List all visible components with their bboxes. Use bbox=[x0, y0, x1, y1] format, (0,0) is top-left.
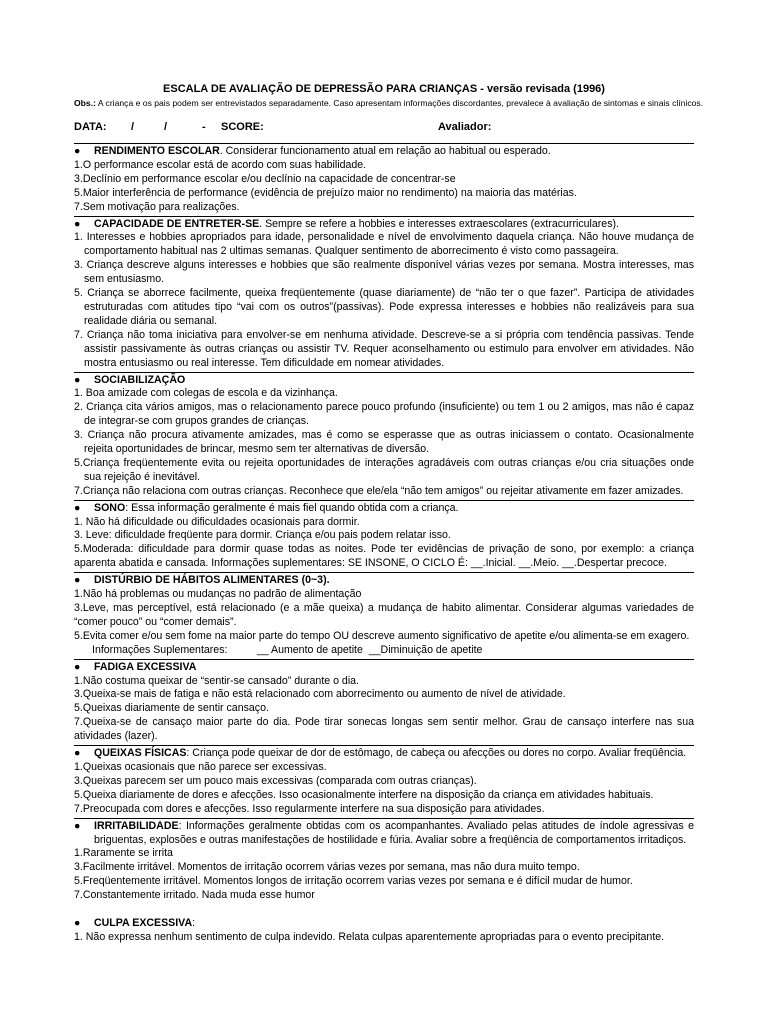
section-header bbox=[74, 145, 694, 159]
list-item: 7.Queixa-se de cansaço maior parte do dia. Pode tirar sonecas longas sem sentir melhor. Grau de cansaço interfere nas sua atividades (lazer). bbox=[74, 716, 694, 743]
supplementary-info: Informações Suplementares: __ Aumento de apetite __Diminuição de apetite bbox=[92, 643, 483, 656]
section-queixas-fisicas bbox=[74, 745, 694, 818]
bullet-icon: ● bbox=[74, 373, 81, 386]
section-name: CAPACIDADE DE ENTRETER-SE bbox=[94, 217, 260, 230]
section-fadiga bbox=[74, 659, 694, 745]
spacer bbox=[74, 904, 694, 916]
section-name: CULPA EXCESSIVA bbox=[94, 917, 193, 930]
list-item: 1.Não há problemas ou mudanças no padrão de alimentação bbox=[74, 588, 362, 601]
section-name: FADIGA EXCESSIVA bbox=[94, 660, 197, 673]
section-description: : Informações geralmente obtidas com os acompanhantes. Avaliado pelas atitudes de índole agressivas e briguentas, explosões e outras manifestações de hostilidade e fúria. Avaliar sobre a freqüência de comportamentos irritadiços. bbox=[94, 819, 694, 846]
date-separator-1: / bbox=[131, 121, 135, 133]
section-header bbox=[74, 917, 694, 931]
list-item: 7.Constantemente irritado. Nada muda esse humor bbox=[74, 889, 315, 902]
list-item: 3. Criança descreve alguns interesses e hobbies que são realmente disponível várias vezes por semana. Mostra interesses, mas sem entusiasmo. bbox=[74, 259, 694, 286]
list-item: 5.Queixa diariamente de dores e afecções. Isso ocasionalmente interfere na disposição da criança em atividades habituais. bbox=[74, 788, 654, 801]
section-header bbox=[74, 747, 694, 761]
list-item: 5. Criança se aborrece facilmente, queixa freqüentemente (quase diariamente) de “não ter o que fazer”. Participa de atividades estruturadas com atitudes tipo “vai com os outros”(passivas). Pode expressa interesses e hobbies não realizáveis para sua realidade diária ou semanal. bbox=[74, 287, 694, 327]
list-item: 5.Queixas diariamente de sentir cansaço. bbox=[74, 702, 269, 715]
section-header bbox=[74, 374, 694, 388]
bullet-icon: ● bbox=[74, 501, 81, 514]
list-item: 1. Interesses e hobbies apropriados para idade, personalidade e nível de envolvimento daquela criança. Não houve mudança de comportamento habitual nas 2 ultimas semanas. Qualquer sentimento de aborrecimento é visto como passageira. bbox=[74, 231, 694, 258]
section-description: . Sempre se refere a hobbies e interesses extraescolares (extracurriculares). bbox=[259, 217, 619, 230]
obs-text: A criança e os pais podem ser entrevistados separadamente. Caso apresentam informações discordantes, prevalece à avaliação de sintomas e sinais clínicos. bbox=[95, 98, 704, 108]
list-item: 3.Declínio em performance escolar e/ou declínio na capacidade de concentrar-se bbox=[74, 172, 456, 185]
list-item: 1.Queixas ocasionais que não parece ser excessivas. bbox=[74, 760, 327, 773]
section-sono bbox=[74, 500, 694, 573]
list-item: 1. Não há dificuldade ou dificuldades ocasionais para dormir. bbox=[74, 515, 360, 528]
date-dash: - bbox=[202, 121, 206, 133]
bullet-icon: ● bbox=[74, 217, 81, 230]
list-item: 3.Leve, mas perceptível, está relacionado (e a mãe queixa) a mudança de habito alimentar. Considerar algumas variedades de “comer pouco” ou “comer demais”. bbox=[74, 602, 694, 628]
list-item: 3.Queixas parecem ser um pouco mais excessivas (comparada com outras crianças). bbox=[74, 774, 477, 787]
section-header bbox=[74, 502, 694, 516]
section-description: : Criança pode queixar de dor de estômago, de cabeça ou afecções ou dores no corpo. Avaliar freqüência. bbox=[186, 747, 687, 760]
list-item: 1. Boa amizade com colegas de escola e da vizinhança. bbox=[74, 387, 338, 400]
section-name: RENDIMENTO ESCOLAR bbox=[94, 145, 220, 157]
section-sociabilizacao bbox=[74, 372, 694, 500]
section-name: SONO bbox=[94, 501, 126, 514]
bullet-icon: ● bbox=[74, 574, 81, 587]
section-name: DISTÚRBIO DE HÁBITOS ALIMENTARES (0~3). bbox=[94, 574, 330, 587]
bullet-icon: ● bbox=[74, 819, 81, 832]
section-irritabilidade bbox=[74, 818, 694, 904]
list-item: 3. Criança não procura ativamente amizades, mas é como se esperasse que as outras iniciassem o contato. Ocasionalmente rejeita oportunidades de brincar, mesmo sem ter alternativas de diversão. bbox=[74, 429, 694, 456]
list-item: 5.Moderada: dificuldade para dormir quase todas as noites. Pode ter evidências de privação de sono, por exemplo: a criança aparenta abatida e cansada. Informações suplementares: SE INSONE, O CICLO É: __.Inicial. __.Meio. __.Despertar precoce. bbox=[74, 543, 694, 570]
list-item: 5.Evita comer e/ou sem fome na maior parte do tempo OU descreve aumento significativo de apetite e/ou alimenta-se em exagero. bbox=[74, 629, 690, 642]
bullet-icon: ● bbox=[74, 747, 81, 760]
list-item: 5.Maior interferência de performance (evidência de prejuízo maior no rendimento) na maioria das matérias. bbox=[74, 186, 577, 199]
section-header bbox=[74, 218, 694, 232]
scale-sections bbox=[74, 143, 694, 946]
bullet-icon: ● bbox=[74, 660, 81, 673]
section-name: IRRITABILIDADE bbox=[94, 819, 179, 832]
section-rendimento-escolar bbox=[74, 143, 694, 216]
obs-label: Obs.: bbox=[74, 98, 96, 108]
section-name: SOCIABILIZAÇÃO bbox=[94, 373, 186, 386]
list-item: 7.Preocupada com dores e afecções. Isso regularmente interfere na sua disposição para atividades. bbox=[74, 802, 545, 815]
list-item: 3.Queixa-se mais de fatiga e não está relacionado com aborrecimento ou aumento de nível de atividade. bbox=[74, 688, 566, 701]
header-fields-row bbox=[74, 121, 694, 137]
list-item: 3.Facilmente irritável. Momentos de irritação ocorrem várias vezes por semana, mas não dura muito tempo. bbox=[74, 861, 580, 874]
list-item: 7.Sem motivação para realizações. bbox=[74, 200, 240, 213]
list-item: 3. Leve: dificuldade freqüente para dormir. Criança e/ou pais podem relatar isso. bbox=[74, 529, 451, 542]
list-item: 5.Freqüentemente irritável. Momentos longos de irritação ocorrem varias vezes por semana e é difícil mudar de humor. bbox=[74, 875, 633, 888]
section-name: QUEIXAS FÍSICAS bbox=[94, 747, 187, 760]
list-item: 5.Criança freqüentemente evita ou rejeita oportunidades de interações agradáveis com outras crianças e/ou cria situações onde sua rejeição é inevitável. bbox=[74, 456, 694, 483]
score-label: SCORE: bbox=[221, 121, 264, 133]
section-culpa-excessiva bbox=[74, 916, 694, 946]
date-label: DATA: bbox=[74, 121, 107, 133]
bullet-icon: ● bbox=[74, 917, 81, 930]
section-description: : bbox=[192, 917, 196, 930]
section-header bbox=[74, 820, 694, 848]
list-item: 1. Não expressa nenhum sentimento de culpa indevido. Relata culpas aparentemente apropriadas para o evento precipitante. bbox=[74, 930, 665, 943]
evaluator-label: Avaliador: bbox=[438, 121, 492, 133]
list-item: 1.O performance escolar está de acordo com suas habilidade. bbox=[74, 158, 367, 171]
document-title: ESCALA DE AVALIAÇÃO DE DEPRESSÃO PARA CRIANÇAS - versão revisada (1996) bbox=[163, 83, 605, 95]
date-separator-2: / bbox=[164, 121, 168, 133]
list-item: 7. Criança não toma iniciativa para envolver-se em nenhuma atividade. Descreve-se a si própria com tendência passivas. Tende assistir passivamente às outras crianças ou assistir TV. Requer aconselhamento ou estimulo para envolver em atividades. Não mostra entusiasmo ou real interesse. Tem dificuldade em nomear atividades. bbox=[74, 328, 694, 369]
list-item: 1.Raramente se irrita bbox=[74, 847, 173, 860]
section-header bbox=[74, 661, 694, 675]
section-description: : Essa informação geralmente é mais fiel quando obtida com a criança. bbox=[125, 501, 459, 514]
section-disturbio-alimentar bbox=[74, 572, 694, 658]
list-item: 1.Não costuma queixar de “sentir-se cansado” durante o dia. bbox=[74, 674, 360, 687]
section-capacidade-entreter bbox=[74, 216, 694, 372]
section-header bbox=[74, 574, 694, 588]
list-item: 7.Criança não relaciona com outras crianças. Reconhece que ele/ela “não tem amigos” ou rejeitar ativamente em fazer amizades. bbox=[74, 484, 684, 497]
observation-note bbox=[74, 97, 714, 111]
bullet-icon: ● bbox=[74, 145, 81, 157]
section-description: . Considerar funcionamento atual em relação ao habitual ou esperado. bbox=[219, 145, 551, 157]
list-item: 2. Criança cita vários amigos, mas o relacionamento parece pouco profundo (insuficiente) ou tem 1 ou 2 amigos, mas não é capaz de integrar-se com grupos grandes de crianças. bbox=[74, 401, 694, 428]
